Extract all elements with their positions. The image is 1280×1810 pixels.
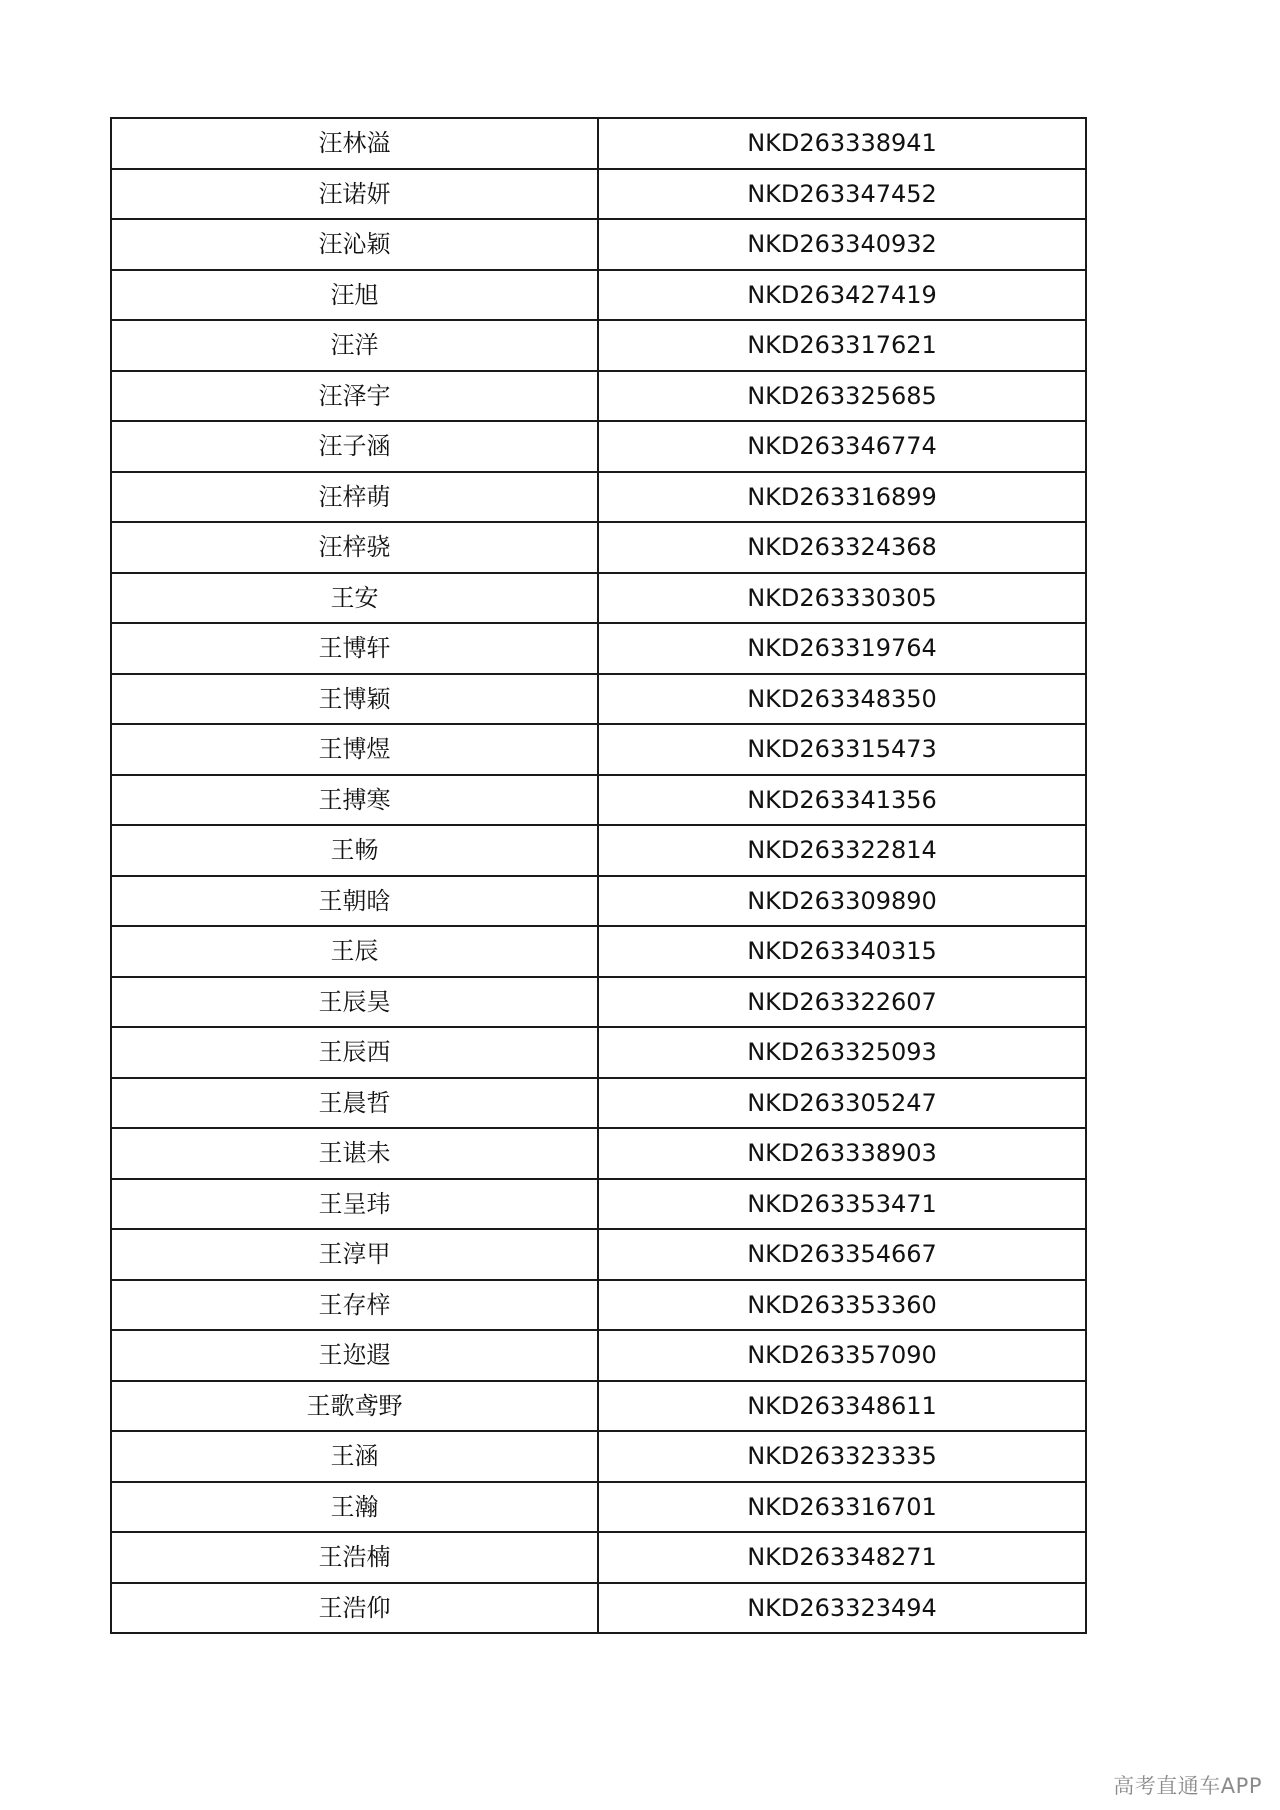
table-row bbox=[111, 1431, 1086, 1482]
exam-id-cell: NKD263354667 bbox=[598, 1229, 1086, 1280]
exam-id-cell: NKD263357090 bbox=[598, 1330, 1086, 1381]
exam-id-cell: NKD263341356 bbox=[598, 775, 1086, 826]
table-row bbox=[111, 219, 1086, 270]
exam-id-cell: NKD263316899 bbox=[598, 472, 1086, 523]
table-row bbox=[111, 1128, 1086, 1179]
watermark-text: 高考直通车APP bbox=[1113, 1774, 1262, 1798]
student-name-cell: 王存梓 bbox=[111, 1280, 598, 1331]
student-name-cell: 王淳甲 bbox=[111, 1229, 598, 1280]
table-row bbox=[111, 1583, 1086, 1634]
exam-id-cell: NKD263324368 bbox=[598, 522, 1086, 573]
table-row bbox=[111, 118, 1086, 169]
student-name-cell: 王谌未 bbox=[111, 1128, 598, 1179]
student-name-cell: 汪子涵 bbox=[111, 421, 598, 472]
table-row bbox=[111, 724, 1086, 775]
exam-id-cell: NKD263338941 bbox=[598, 118, 1086, 169]
student-name-cell: 王浩楠 bbox=[111, 1532, 598, 1583]
student-name-cell: 王辰 bbox=[111, 926, 598, 977]
student-name-cell: 王涵 bbox=[111, 1431, 598, 1482]
student-name-cell: 汪泽宇 bbox=[111, 371, 598, 422]
table-row bbox=[111, 371, 1086, 422]
student-name-cell: 王晨哲 bbox=[111, 1078, 598, 1129]
exam-id-cell: NKD263317621 bbox=[598, 320, 1086, 371]
table-row bbox=[111, 472, 1086, 523]
exam-id-cell: NKD263330305 bbox=[598, 573, 1086, 624]
exam-id-cell: NKD263353471 bbox=[598, 1179, 1086, 1230]
student-name-cell: 王瀚 bbox=[111, 1482, 598, 1533]
exam-id-cell: NKD263316701 bbox=[598, 1482, 1086, 1533]
exam-id-cell: NKD263323494 bbox=[598, 1583, 1086, 1634]
exam-id-cell: NKD263427419 bbox=[598, 270, 1086, 321]
exam-id-cell: NKD263348271 bbox=[598, 1532, 1086, 1583]
exam-id-cell: NKD263325093 bbox=[598, 1027, 1086, 1078]
table-row bbox=[111, 421, 1086, 472]
student-name-cell: 王博轩 bbox=[111, 623, 598, 674]
table-row bbox=[111, 623, 1086, 674]
table-row bbox=[111, 1381, 1086, 1432]
table-row bbox=[111, 1280, 1086, 1331]
table-row bbox=[111, 1078, 1086, 1129]
table-row bbox=[111, 573, 1086, 624]
exam-id-cell: NKD263348611 bbox=[598, 1381, 1086, 1432]
student-name-cell: 王辰西 bbox=[111, 1027, 598, 1078]
student-name-cell: 汪洋 bbox=[111, 320, 598, 371]
table-row bbox=[111, 926, 1086, 977]
student-name-cell: 王呈玮 bbox=[111, 1179, 598, 1230]
table-row bbox=[111, 977, 1086, 1028]
exam-id-cell: NKD263322814 bbox=[598, 825, 1086, 876]
exam-id-cell: NKD263309890 bbox=[598, 876, 1086, 927]
table-row bbox=[111, 1229, 1086, 1280]
student-name-cell: 汪诺妍 bbox=[111, 169, 598, 220]
student-name-cell: 王安 bbox=[111, 573, 598, 624]
student-name-cell: 王朝晗 bbox=[111, 876, 598, 927]
student-name-cell: 王博颖 bbox=[111, 674, 598, 725]
table-row bbox=[111, 1330, 1086, 1381]
table-row bbox=[111, 825, 1086, 876]
student-name-cell: 王博煜 bbox=[111, 724, 598, 775]
table-row bbox=[111, 775, 1086, 826]
student-name-cell: 王搏寒 bbox=[111, 775, 598, 826]
student-name-cell: 汪沁颖 bbox=[111, 219, 598, 270]
table-row bbox=[111, 320, 1086, 371]
exam-id-cell: NKD263340932 bbox=[598, 219, 1086, 270]
exam-id-cell: NKD263346774 bbox=[598, 421, 1086, 472]
exam-id-cell: NKD263305247 bbox=[598, 1078, 1086, 1129]
exam-id-cell: NKD263338903 bbox=[598, 1128, 1086, 1179]
table-row bbox=[111, 270, 1086, 321]
table-row bbox=[111, 1179, 1086, 1230]
exam-id-cell: NKD263325685 bbox=[598, 371, 1086, 422]
exam-id-cell: NKD263340315 bbox=[598, 926, 1086, 977]
exam-id-cell: NKD263322607 bbox=[598, 977, 1086, 1028]
table-row bbox=[111, 876, 1086, 927]
table-row bbox=[111, 522, 1086, 573]
student-name-cell: 汪梓骁 bbox=[111, 522, 598, 573]
student-name-cell: 王浩仰 bbox=[111, 1583, 598, 1634]
exam-id-cell: NKD263347452 bbox=[598, 169, 1086, 220]
table-row bbox=[111, 674, 1086, 725]
exam-id-cell: NKD263353360 bbox=[598, 1280, 1086, 1331]
table-row bbox=[111, 1027, 1086, 1078]
student-name-cell: 王畅 bbox=[111, 825, 598, 876]
admission-roster-table bbox=[110, 117, 1087, 1634]
exam-id-cell: NKD263348350 bbox=[598, 674, 1086, 725]
student-name-cell: 王辰昊 bbox=[111, 977, 598, 1028]
student-name-cell: 王歌鸢野 bbox=[111, 1381, 598, 1432]
table-row bbox=[111, 1532, 1086, 1583]
student-name-cell: 汪旭 bbox=[111, 270, 598, 321]
roster-table-body bbox=[111, 118, 1086, 1633]
table-row bbox=[111, 1482, 1086, 1533]
student-name-cell: 王迩遐 bbox=[111, 1330, 598, 1381]
exam-id-cell: NKD263319764 bbox=[598, 623, 1086, 674]
exam-id-cell: NKD263323335 bbox=[598, 1431, 1086, 1482]
student-name-cell: 汪林溢 bbox=[111, 118, 598, 169]
exam-id-cell: NKD263315473 bbox=[598, 724, 1086, 775]
student-name-cell: 汪梓萌 bbox=[111, 472, 598, 523]
table-row bbox=[111, 169, 1086, 220]
